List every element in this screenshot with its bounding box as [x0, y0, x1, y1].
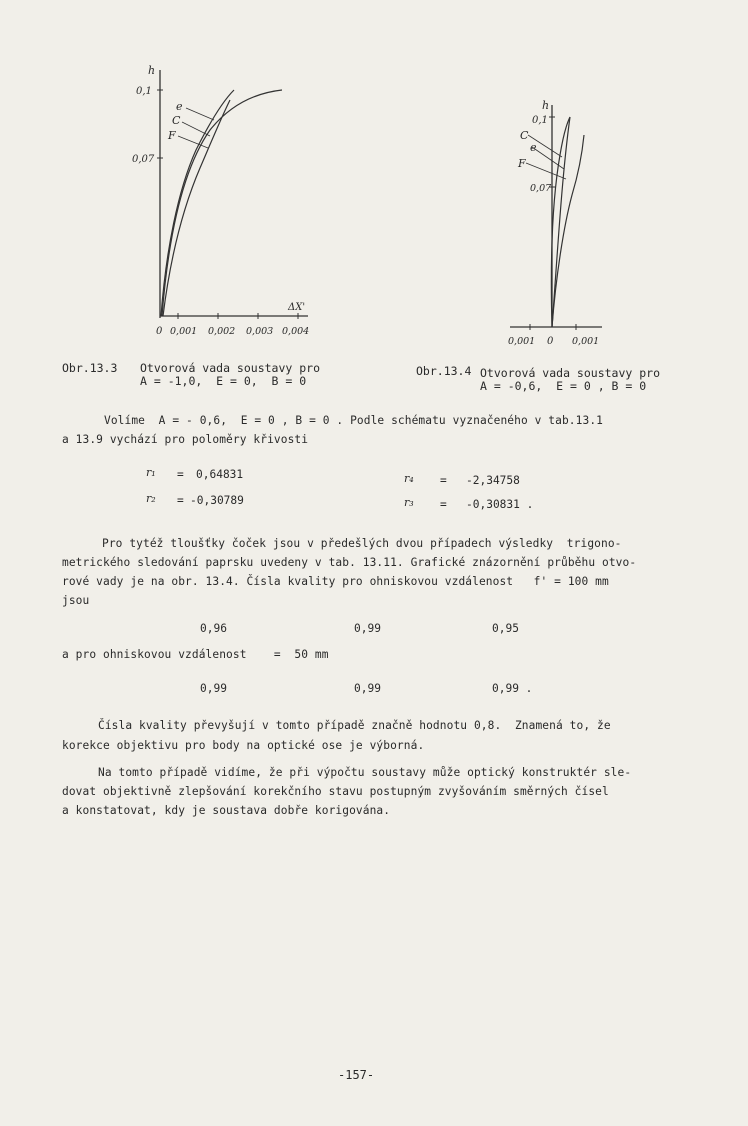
radius-r3-label: r₃ [404, 496, 414, 509]
x-tick-label: 0,002 [208, 326, 236, 337]
quality-value: 0,99 . [492, 682, 533, 695]
y-tick-label: 0,07 [132, 154, 155, 165]
radius-r4-label: r₄ [404, 472, 414, 485]
radius-r3-value: -0,30831 . [466, 498, 534, 511]
figure-right [500, 95, 610, 350]
y-axis-label: h [148, 64, 156, 77]
curve-label-c: C [520, 129, 529, 142]
quality-value: 0,99 [354, 682, 381, 695]
text-line: a pro ohniskovou vzdálenost = 50 mm [62, 648, 329, 661]
radius-r1-value: 0,64831 [196, 468, 244, 481]
x-axis-label: ΔX' [288, 302, 306, 313]
radius-r4-eq: = [440, 474, 447, 487]
curve-label-e: e [176, 100, 183, 113]
x-tick-label: 0 [156, 326, 163, 337]
y-axis-label: h [542, 99, 550, 112]
figure-right-caption-number: Obr.13.4 [416, 364, 472, 378]
quality-value: 0,99 [354, 622, 381, 635]
curve-label-e: e [530, 141, 537, 154]
text-line: a konstatovat, kdy je soustava dobře korigována. [62, 804, 391, 817]
x-tick-label: 0,003 [246, 326, 274, 337]
text-line: Na tomto případě vidíme, že při výpočtu soustavy může optický konstruktér sle- [98, 766, 632, 779]
figure-left-caption-line2: A = -1,0, E = 0, B = 0 [140, 374, 307, 388]
text-line: Pro tytéž tloušťky čoček jsou v předešlých dvou případech výsledky trigono- [102, 537, 622, 550]
text-line: Čísla kvality převyšují v tomto případě značně hodnotu 0,8. Znamená to, že [98, 719, 611, 732]
figure-left-caption-number: Obr.13.3 [62, 361, 118, 375]
text-line: a 13.9 vychází pro poloměry křivosti [62, 433, 309, 446]
x-tick-label: 0,004 [282, 326, 310, 337]
radius-r2-label: r₂ [146, 492, 156, 505]
figure-right-caption-line1: Otvorová vada soustavy pro [480, 366, 661, 380]
radius-r4-value: -2,34758 [466, 474, 520, 487]
y-tick-label: 0,07 [530, 183, 552, 194]
radius-r3-eq: = [440, 498, 447, 511]
curve-label-c: C [172, 114, 181, 127]
text-line: jsou [62, 594, 90, 607]
quality-value: 0,95 [492, 622, 519, 635]
radius-r2-eq: = [177, 494, 184, 507]
x-tick-label: 0,001 [572, 336, 600, 347]
curve-label-f: F [168, 129, 176, 142]
text-line: korekce objektivu pro body na optické ose je výborná. [62, 739, 425, 752]
text-line: dovat objektivně zlepšování korekčního stavu postupným zvyšováním směrných čísel [62, 785, 609, 798]
y-tick-label: 0,1 [532, 115, 548, 126]
radius-r1-eq: = [177, 468, 184, 481]
page-number: -157- [338, 1068, 375, 1082]
text-line: metrického sledování paprsku uvedeny v tab. 13.11. Grafické znázornění průběhu otvo- [62, 556, 637, 569]
curve-label-f: F [518, 157, 526, 170]
radius-r1-label: r₁ [146, 466, 156, 479]
quality-value: 0,96 [200, 622, 227, 635]
figure-right-caption-line2: A = -0,6, E = 0 , B = 0 [480, 379, 647, 393]
y-tick-label: 0,1 [136, 86, 152, 97]
text-line: rové vady je na obr. 13.4. Čísla kvality pro ohniskovou vzdálenost f' = 100 mm [62, 575, 609, 588]
x-tick-label: 0 [547, 336, 554, 347]
quality-value: 0,99 [200, 682, 227, 695]
x-tick-label: 0,001 [170, 326, 198, 337]
radius-r2-value: -0,30789 [190, 494, 244, 507]
x-tick-label: 0,001 [508, 336, 536, 347]
figure-left-caption-line1: Otvorová vada soustavy pro [140, 361, 321, 375]
figure-left [130, 60, 330, 350]
text-line: Volíme A = - 0,6, E = 0 , B = 0 . Podle schématu vyznačeného v tab.13.1 [104, 414, 603, 427]
